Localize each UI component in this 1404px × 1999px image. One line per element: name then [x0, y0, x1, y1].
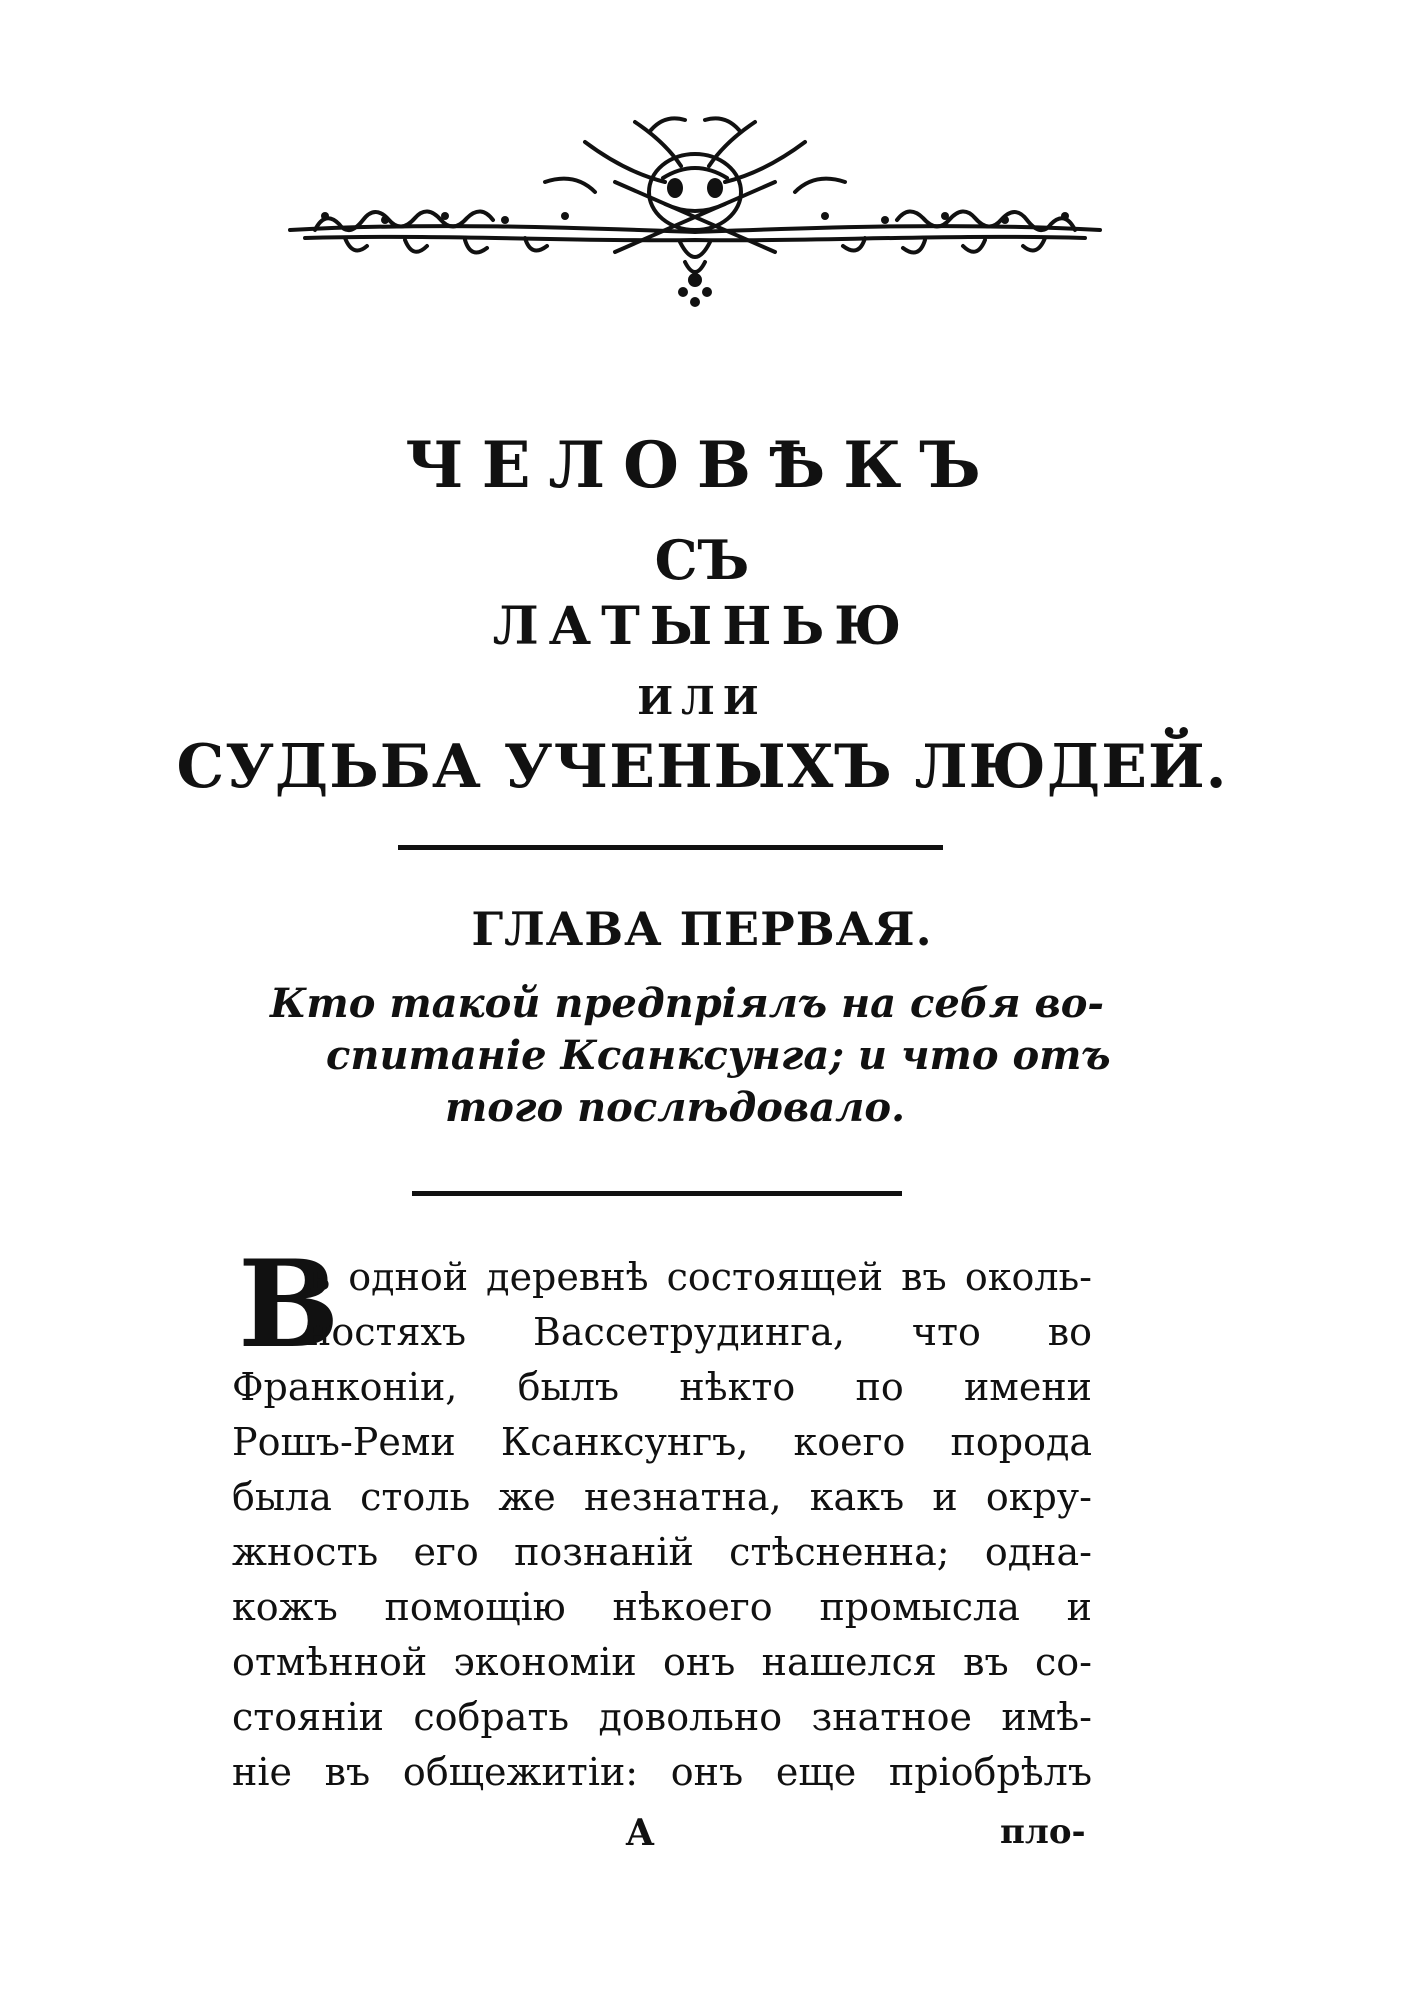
title-line-3: ЛАТЫНЬЮ	[492, 596, 912, 657]
chapter-summary-line: Кто такой предпрiялъ на себя во-	[270, 980, 1105, 1027]
signature-mark: A	[626, 1812, 654, 1854]
catchword: пло-	[1000, 1812, 1086, 1852]
text-line: стоянiи собрать довольно знатное имѣ-	[232, 1695, 1092, 1739]
text-line: жность его познанiй стѣсненна; одна-	[232, 1530, 1092, 1574]
title-line-5: СУДЬБА УЧЕНЫХЪ ЛЮДЕЙ.	[176, 732, 1228, 802]
text-line: была столь же незнатна, какъ и окру-	[232, 1475, 1092, 1519]
chapter-summary	[270, 978, 1150, 1134]
text-line: ъ одной деревнѣ состоящей въ околь-	[306, 1255, 1092, 1299]
drop-cap-initial: В	[238, 1234, 340, 1375]
title-line-2: СЪ	[654, 528, 750, 592]
text-line: нiе въ общежитiи: онъ еще прiобрѣлъ	[232, 1750, 1092, 1794]
chapter-title: ГЛАВА ПЕРВАЯ.	[471, 902, 933, 956]
floral-headpiece-icon	[285, 112, 1105, 312]
divider-rule	[412, 1191, 902, 1196]
divider-rule	[398, 845, 943, 850]
text-line: Франконiи, былъ нѣкто по имени	[232, 1365, 1092, 1409]
title-line-4: ИЛИ	[637, 678, 767, 723]
text-line: Рошъ-Реми Ксанксунгъ, коего порода	[232, 1420, 1092, 1464]
text-line: кожъ помощiю нѣкоего промысла и	[232, 1585, 1092, 1629]
chapter-summary-line: того послѣдовало.	[444, 1084, 906, 1131]
text-line: ностяхъ Вассетрудинга, что во	[306, 1310, 1092, 1354]
chapter-summary-line: спитанiе Ксанксунга; и что отъ	[326, 1032, 1111, 1079]
body-text	[232, 1234, 1092, 1800]
text-line: отмѣнной экономiи онъ нашелся въ со-	[232, 1640, 1092, 1684]
title-line-1: ЧЕЛОВѢКЪ	[405, 428, 999, 503]
